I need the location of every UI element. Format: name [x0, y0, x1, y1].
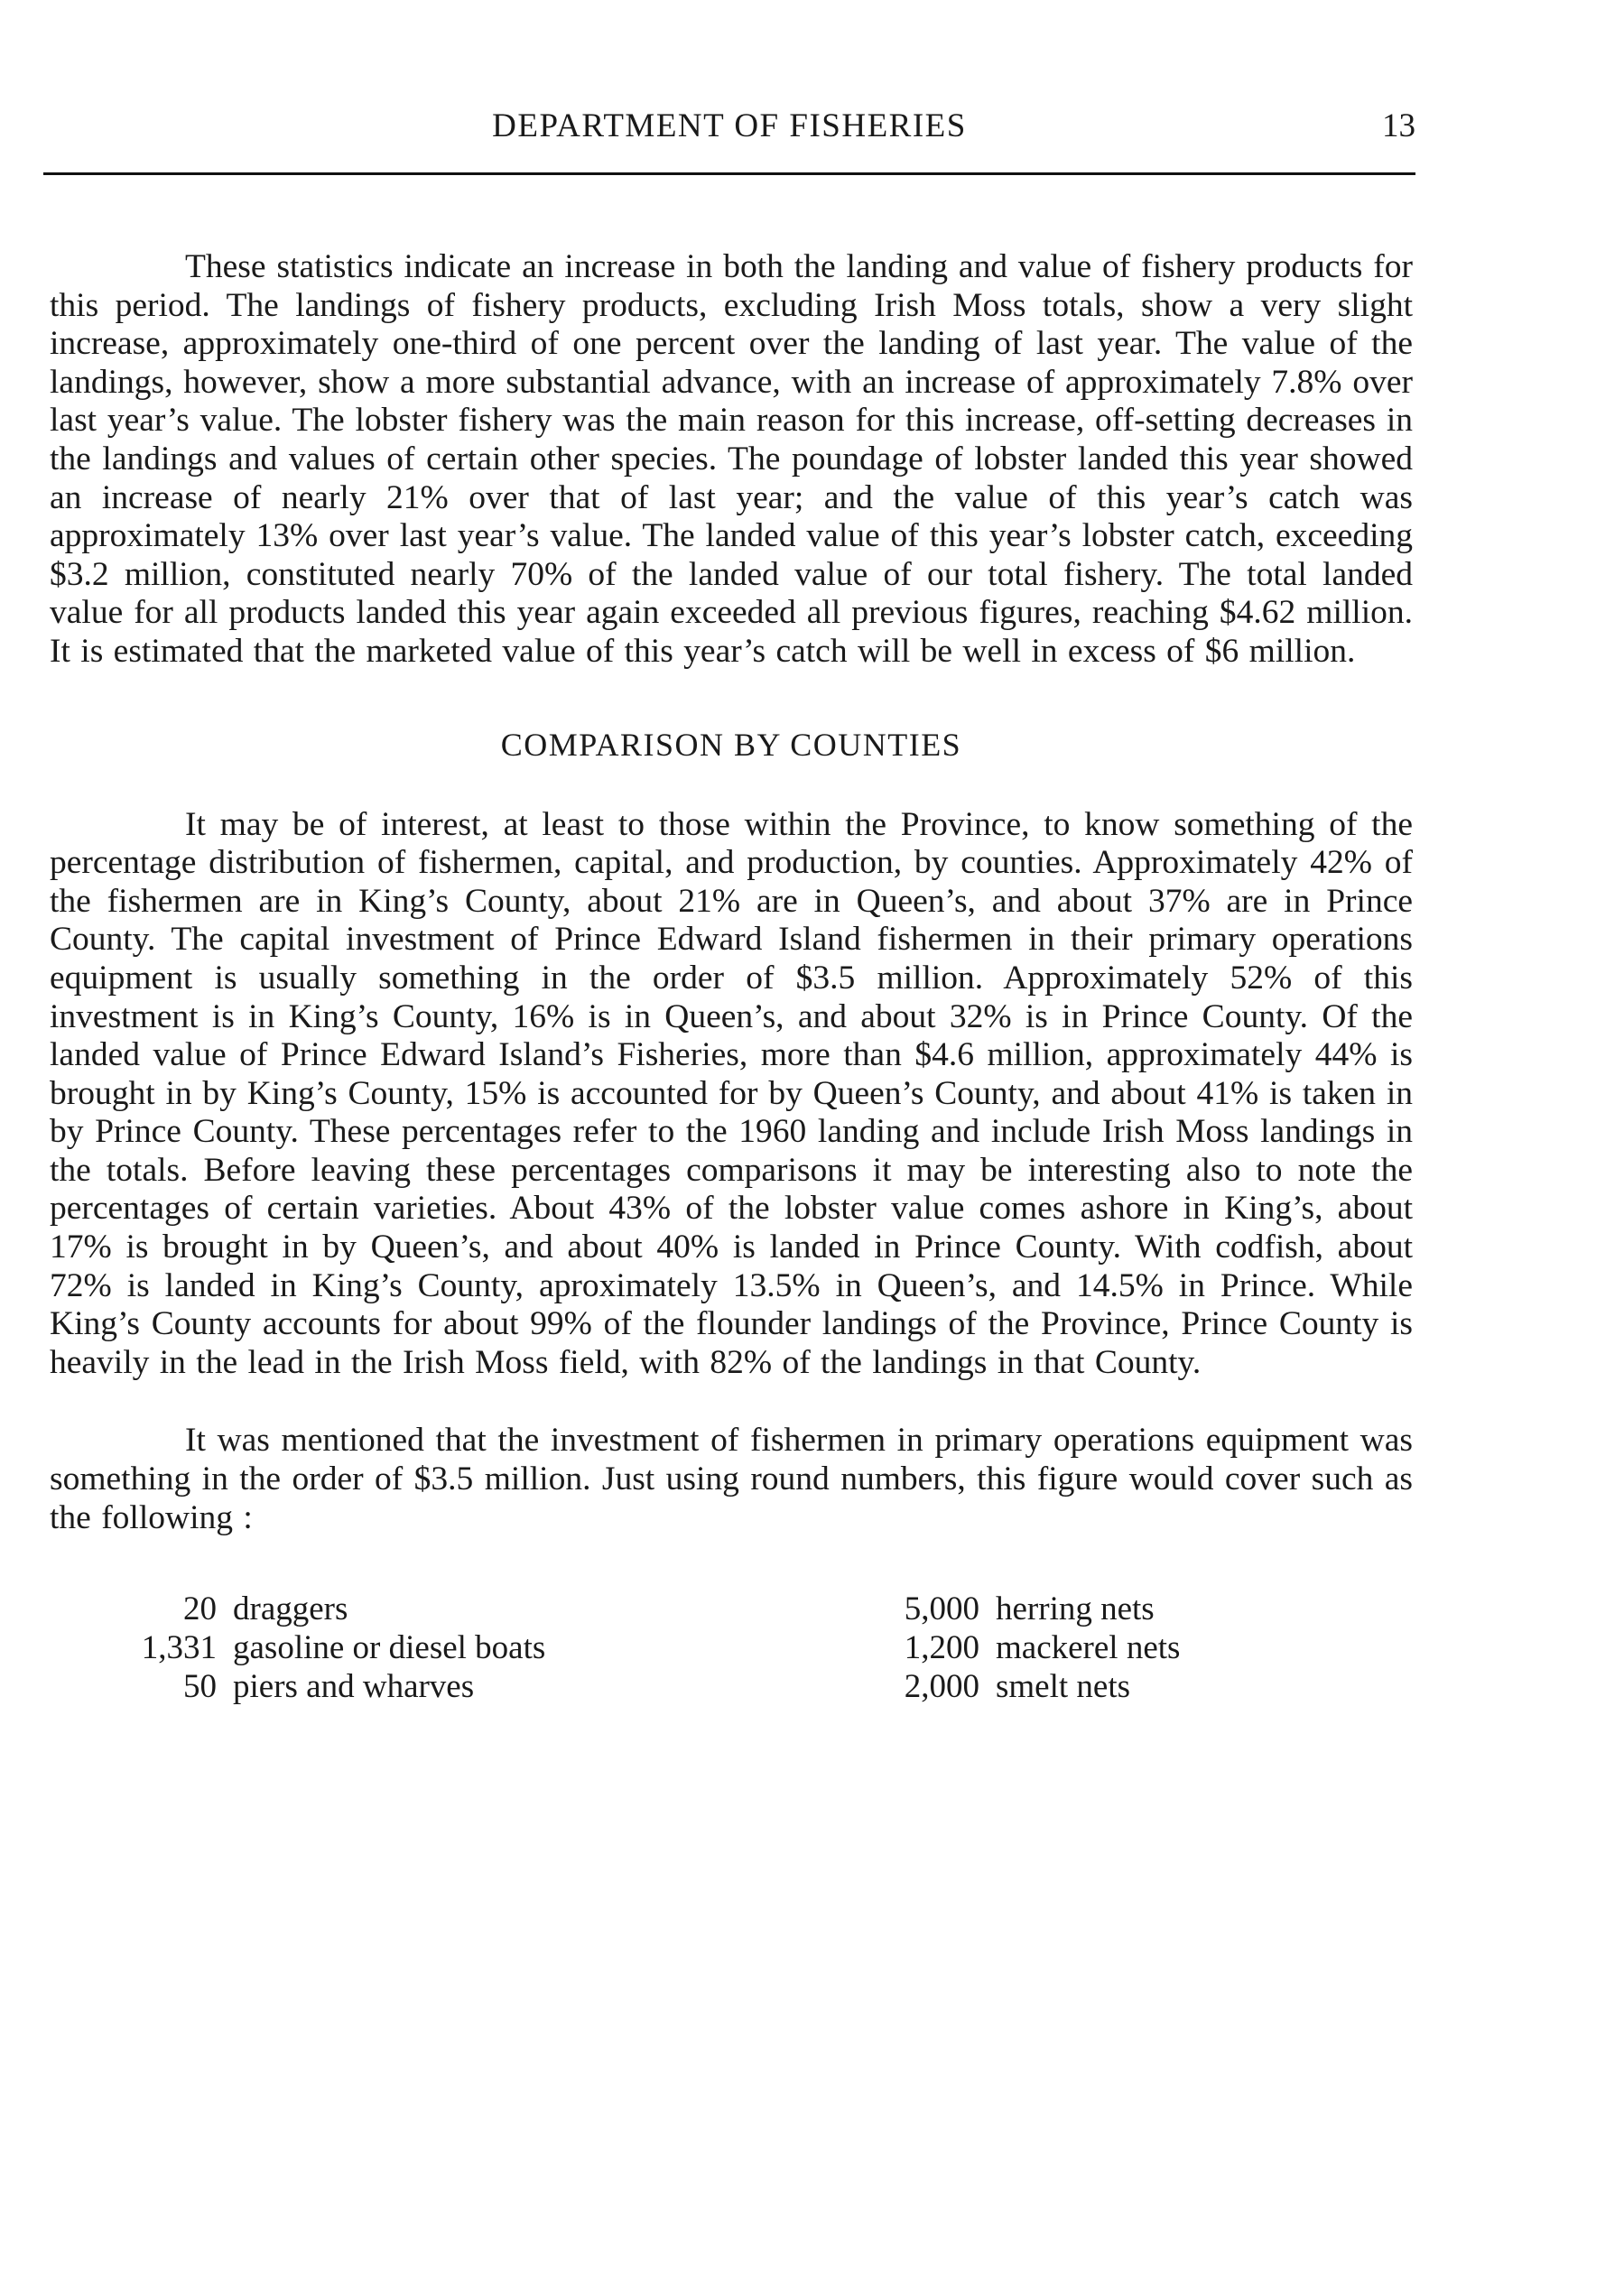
paragraph-investment: It was mentioned that the investment of fishermen in primary operations equipment was something in the order of $3.5 million. Just using round numbers, this figure would cover such as the following : — [50, 1422, 1413, 1536]
equipment-column-right — [808, 1590, 1386, 1706]
equipment-item: herring nets — [996, 1590, 1155, 1628]
equipment-item: piers and wharves — [233, 1668, 475, 1706]
header-rule — [43, 172, 1415, 175]
page-body — [50, 248, 1413, 1716]
paragraph-statistics: These statistics indicate an increase in both the landing and value of fishery products for this period. The landings of fishery products, excluding Irish Moss totals, show a very slight increase, approximately one-third of one percent over the landing of last year. The value of the landings, however, show a more substantial advance, with an increase of approximately 7.8% over last year’s value. The lobster fishery was the main reason for this increase, off-setting decreases in the landings and values of certain other species. The poundage of lobster landed this year showed an increase of nearly 21% over that of last year; and the value of this year’s catch was approximately 13% over last year’s value. The landed value of this year’s lobster catch, exceeding $3.2 million, constituted nearly 70% of the landed value of our total fishery. The total landed value for all products landed this year again exceeded all previous figures, reaching $4.62 million. It is estimated that the marketed value of this year’s catch will be well in excess of $6 million. — [50, 248, 1413, 670]
equipment-quantity: 1,331 — [141, 1629, 217, 1667]
equipment-item: mackerel nets — [996, 1629, 1181, 1667]
equipment-row — [50, 1628, 700, 1667]
equipment-quantity: 5,000 — [904, 1590, 979, 1628]
equipment-row — [50, 1667, 700, 1706]
equipment-quantity: 50 — [183, 1668, 217, 1706]
equipment-row — [808, 1667, 1386, 1706]
equipment-row — [808, 1590, 1386, 1628]
paragraph-counties: It may be of interest, at least to those within the Province, to know something of the percentage distribution of fishermen, capital, and production, by counties. Approximately 42% of the fishermen are in King’s County, about 21% are in Queen’s, and about 37% are in Prince County. The capital investment of Prince Edward Island fishermen in their primary operations equipment is usually something in the order of $3.5 million. Approximately 52% of this investment is in King’s County, 16% is in Queen’s, and about 32% is in Prince County. Of the landed value of Prince Edward Island’s Fisheries, more than $4.6 million, approximately 44% is brought in by King’s County, 15% is accounted for by Queen’s County, and about 41% is taken in by Prince County. These percentages refer to the 1960 landing and include Irish Moss landings in the totals. Before leaving these percentages comparisons it may be interesting also to note the percentages of certain varieties. About 43% of the lobster value comes ashore in King’s, about 17% is brought in by Queen’s, and about 40% is landed in Prince County. With codfish, about 72% is landed in King’s County, aproximately 13.5% in Queen’s, and 14.5% in Prince. While King’s County accounts for about 99% of the flounder landings of the Province, Prince County is heavily in the lead in the Irish Moss field, with 82% of the landings in that County. — [50, 805, 1413, 1381]
equipment-quantity: 20 — [183, 1590, 217, 1628]
section-heading: COMPARISON BY COUNTIES — [500, 726, 962, 763]
equipment-list — [50, 1590, 1413, 1716]
equipment-quantity: 2,000 — [904, 1668, 979, 1706]
equipment-row — [808, 1628, 1386, 1667]
equipment-column-left — [50, 1590, 700, 1706]
equipment-quantity: 1,200 — [904, 1629, 979, 1667]
running-head: DEPARTMENT OF FISHERIES — [492, 107, 967, 144]
equipment-row — [50, 1590, 700, 1628]
equipment-item: smelt nets — [996, 1668, 1131, 1706]
page-number: 13 — [1382, 107, 1415, 144]
equipment-item: draggers — [233, 1590, 348, 1628]
page-header — [43, 107, 1415, 161]
equipment-item: gasoline or diesel boats — [233, 1629, 546, 1667]
